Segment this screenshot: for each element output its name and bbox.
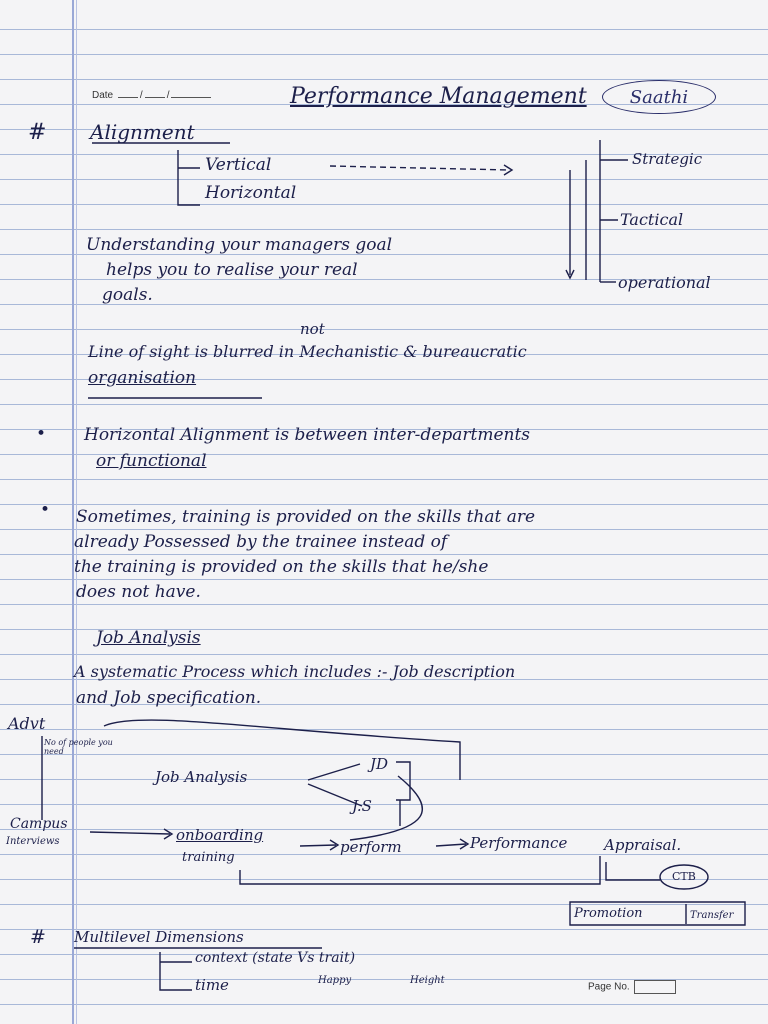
flow-advt-note: No of people you need: [44, 738, 113, 756]
flow-transfer: Transfer: [690, 910, 734, 921]
flow-job-analysis: Job Analysis: [155, 768, 248, 786]
bullet-horizontal-2: or functional: [96, 451, 207, 471]
flow-advt: Advt: [8, 714, 46, 733]
job-analysis-def-2: and Job specification.: [76, 688, 262, 708]
promotion-box: [570, 902, 745, 925]
note-line-3: goals.: [102, 285, 153, 305]
brand-text: Saathi: [629, 86, 689, 108]
multilevel-time: time: [195, 976, 229, 994]
flow-interviews: Interviews: [6, 836, 60, 847]
note-line-2: helps you to realise your real: [106, 260, 358, 280]
flow-performance: Performance: [470, 834, 568, 852]
bullet-horizontal-1: Horizontal Alignment is between inter-departments: [84, 425, 531, 445]
note-insert-not: not: [300, 320, 325, 338]
flow-js: J.S: [352, 797, 372, 815]
alignment-heading: Alignment: [90, 120, 195, 144]
bullet-training-1: Sometimes, training is provided on the skills that are: [76, 507, 536, 527]
note-line-5: organisation: [88, 368, 197, 388]
multilevel-heading: Multilevel Dimensions: [74, 928, 244, 946]
bullet-training-4: does not have.: [76, 582, 201, 602]
alignment-horizontal: Horizontal: [205, 183, 297, 203]
page-title: Performance Management: [290, 84, 587, 109]
job-analysis-heading: Job Analysis: [96, 628, 201, 648]
level-strategic: Strategic: [632, 150, 703, 168]
date-label: Date: [92, 90, 114, 101]
campus-to-onboarding: [90, 832, 170, 834]
flow-promotion: Promotion: [574, 906, 643, 921]
date-field: Date / /: [92, 90, 213, 101]
appraisal-feedback: [240, 856, 600, 884]
advt-to-jd: [104, 720, 460, 780]
bullet-dot-1: •: [36, 424, 47, 444]
flow-training: training: [182, 850, 235, 865]
bullet-training-3: the training is provided on the skills that he/she: [74, 557, 489, 577]
section-marker: #: [28, 120, 47, 145]
multilevel-bracket: [160, 952, 192, 990]
flow-onboarding: onboarding: [176, 826, 264, 844]
flow-appraisal: Appraisal.: [604, 836, 682, 854]
note-line-1: Understanding your managers goal: [86, 235, 393, 255]
flow-jd: JD: [370, 755, 389, 773]
alignment-vertical: Vertical: [205, 155, 272, 175]
ctb-circle: [660, 865, 708, 889]
bullet-dot-2: •: [40, 500, 51, 520]
bullet-training-2: already Possessed by the trainee instead of: [74, 532, 448, 552]
alignment-bracket: [178, 150, 200, 205]
flow-ctb: CTB: [672, 870, 696, 883]
level-operational: operational: [618, 273, 711, 292]
job-analysis-def-1: A systematic Process which includes :- Job description: [74, 662, 516, 681]
multilevel-height: Height: [410, 975, 445, 986]
flow-campus: Campus: [10, 816, 68, 832]
vertical-arrow: [330, 166, 510, 170]
multilevel-happy: Happy: [318, 975, 352, 986]
page-no-label: Page No.: [588, 981, 630, 993]
level-tactical: Tactical: [620, 210, 684, 229]
note-line-4: Line of sight is blurred in Mechanistic & bureaucratic: [88, 342, 527, 361]
flow-perform: perform: [340, 838, 402, 856]
section-marker-2: #: [30, 926, 46, 948]
multilevel-context: context (state Vs trait): [195, 950, 356, 966]
